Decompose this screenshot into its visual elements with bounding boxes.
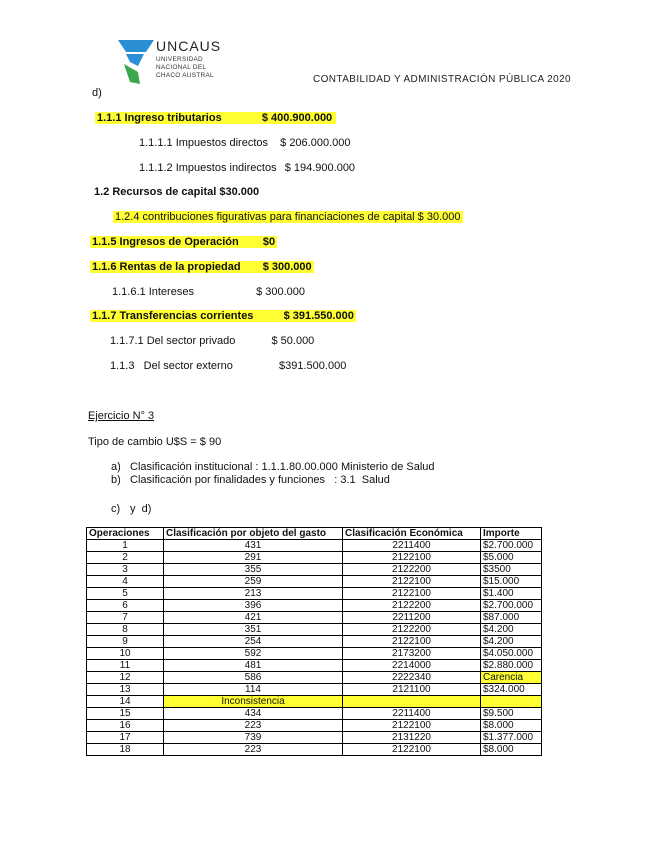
table-row xyxy=(87,612,542,624)
cell-clasificacion-economica: 2122200 xyxy=(343,564,481,576)
cell-clasificacion-economica: 2211400 xyxy=(343,540,481,552)
item-b-marker: b) xyxy=(111,474,121,486)
table-row xyxy=(87,672,542,684)
cell-objeto-gasto: 739 xyxy=(164,732,343,744)
cell-operacion: 16 xyxy=(87,720,164,732)
cell-clasificacion-economica: 2122100 xyxy=(343,744,481,756)
cell-importe xyxy=(481,696,542,708)
tipo-cambio: Tipo de cambio U$S = $ 90 xyxy=(88,436,222,448)
cell-objeto-gasto: 396 xyxy=(164,600,343,612)
cell-importe: $1.377.000 xyxy=(481,732,542,744)
cell-operacion: 13 xyxy=(87,684,164,696)
cell-objeto-gasto: 434 xyxy=(164,708,343,720)
cell-importe: $5.000 xyxy=(481,552,542,564)
cell-operacion: 12 xyxy=(87,672,164,684)
table-row xyxy=(87,732,542,744)
cell-objeto-gasto: 481 xyxy=(164,660,343,672)
cell-objeto-gasto: 355 xyxy=(164,564,343,576)
cell-operacion: 15 xyxy=(87,708,164,720)
cell-operacion: 9 xyxy=(87,636,164,648)
cell-importe: $2.700.000 xyxy=(481,600,542,612)
cell-objeto-gasto: 421 xyxy=(164,612,343,624)
uncaus-emblem-icon xyxy=(116,38,156,86)
table-row xyxy=(87,576,542,588)
cell-importe: Carencia xyxy=(481,672,542,684)
course-title: CONTABILIDAD Y ADMINISTRACIÓN PÚBLICA 2020 xyxy=(313,74,571,85)
cell-clasificacion-economica: 2122100 xyxy=(343,720,481,732)
cell-operacion: 6 xyxy=(87,600,164,612)
table-row xyxy=(87,720,542,732)
cell-operacion: 18 xyxy=(87,744,164,756)
logo-name: UNCAUS xyxy=(156,38,222,54)
cell-objeto-gasto: 223 xyxy=(164,744,343,756)
ejercicio-title: Ejercicio N° 3 xyxy=(88,410,155,422)
table-header-row xyxy=(87,528,542,540)
line-recursos-capital: 1.2 Recursos de capital $30.000 xyxy=(94,186,260,198)
table-row xyxy=(87,684,542,696)
cell-objeto-gasto: 223 xyxy=(164,720,343,732)
uncaus-logo xyxy=(116,38,236,86)
line-ingresos-operacion: 1.1.5 Ingresos de Operación $0 xyxy=(92,236,276,248)
logo-line-3: CHACO AUSTRAL xyxy=(156,72,214,79)
cell-objeto-gasto: 586 xyxy=(164,672,343,684)
cell-importe: $324.000 xyxy=(481,684,542,696)
section-d-label: d) xyxy=(92,87,102,99)
line-rentas-propiedad: 1.1.6 Rentas de la propiedad $ 300.000 xyxy=(92,261,312,273)
header-operaciones: Operaciones xyxy=(87,528,164,540)
item-a-marker: a) xyxy=(111,461,121,473)
cell-operacion: 14 xyxy=(87,696,164,708)
cell-operacion: 4 xyxy=(87,576,164,588)
cell-objeto-gasto: 213 xyxy=(164,588,343,600)
cell-operacion: 1 xyxy=(87,540,164,552)
table-row xyxy=(87,600,542,612)
cell-objeto-gasto: 431 xyxy=(164,540,343,552)
item-b-text: Clasificación por finalidades y funciones : 3.1 Salud xyxy=(130,474,390,486)
cell-clasificacion-economica: 2121100 xyxy=(343,684,481,696)
operations-table xyxy=(86,527,542,756)
line-ingreso-tributarios xyxy=(95,112,336,124)
cell-importe: $2.880.000 xyxy=(481,660,542,672)
cell-clasificacion-economica: 2122200 xyxy=(343,624,481,636)
line-code: 1.1.1 Ingreso tributarios xyxy=(97,112,222,124)
cell-importe: $87.000 xyxy=(481,612,542,624)
table-row xyxy=(87,636,542,648)
cell-clasificacion-economica: 2122100 xyxy=(343,636,481,648)
cell-clasificacion-economica: 2173200 xyxy=(343,648,481,660)
line-transferencias-corrientes: 1.1.7 Transferencias corrientes $ 391.550.000 xyxy=(92,310,354,322)
cell-clasificacion-economica: 2211400 xyxy=(343,708,481,720)
cell-importe: $3500 xyxy=(481,564,542,576)
logo-line-2: NACIONAL DEL xyxy=(156,64,207,71)
table-row xyxy=(87,564,542,576)
table-row xyxy=(87,552,542,564)
cell-clasificacion-economica: 2214000 xyxy=(343,660,481,672)
logo-line-1: UNIVERSIDAD xyxy=(156,56,203,63)
cell-objeto-gasto: 114 xyxy=(164,684,343,696)
table-row xyxy=(87,708,542,720)
line-impuestos-indirectos: 1.1.1.2 Impuestos indirectos $ 194.900.000 xyxy=(139,162,356,174)
cell-importe: $4.200 xyxy=(481,636,542,648)
line-intereses: 1.1.6.1 Intereses $ 300.000 xyxy=(112,286,306,298)
table-row xyxy=(87,624,542,636)
cell-operacion: 2 xyxy=(87,552,164,564)
item-c-marker: c) xyxy=(111,503,121,515)
cell-objeto-gasto: 351 xyxy=(164,624,343,636)
cell-operacion: 11 xyxy=(87,660,164,672)
cell-importe: $4.200 xyxy=(481,624,542,636)
table-row xyxy=(87,744,542,756)
item-a-text: Clasificación institucional : 1.1.1.80.00.000 Ministerio de Salud xyxy=(130,461,435,473)
cell-objeto-gasto: Inconsistencia xyxy=(164,696,343,708)
line-sector-privado: 1.1.7.1 Del sector privado $ 50.000 xyxy=(110,335,315,347)
line-contribuciones-figurativas: 1.2.4 contribuciones figurativas para financiaciones de capital $ 30.000 xyxy=(115,211,461,223)
cell-clasificacion-economica: 2122200 xyxy=(343,600,481,612)
cell-importe: $15.000 xyxy=(481,576,542,588)
table-row xyxy=(87,648,542,660)
table-row xyxy=(87,588,542,600)
item-c-text: y d) xyxy=(130,503,152,515)
line-amount: $ 400.900.000 xyxy=(261,112,333,124)
cell-objeto-gasto: 259 xyxy=(164,576,343,588)
header-clasificacion-economica: Clasificación Económica xyxy=(343,528,481,540)
cell-clasificacion-economica: 2122100 xyxy=(343,576,481,588)
cell-objeto-gasto: 254 xyxy=(164,636,343,648)
table-row xyxy=(87,660,542,672)
cell-operacion: 7 xyxy=(87,612,164,624)
cell-importe: $1.400 xyxy=(481,588,542,600)
cell-operacion: 17 xyxy=(87,732,164,744)
cell-objeto-gasto: 592 xyxy=(164,648,343,660)
cell-operacion: 5 xyxy=(87,588,164,600)
table-row xyxy=(87,696,542,708)
cell-objeto-gasto: 291 xyxy=(164,552,343,564)
cell-importe: $4.050.000 xyxy=(481,648,542,660)
cell-operacion: 10 xyxy=(87,648,164,660)
cell-clasificacion-economica: 2222340 xyxy=(343,672,481,684)
cell-clasificacion-economica xyxy=(343,696,481,708)
line-sector-externo: 1.1.3 Del sector externo $391.500.000 xyxy=(110,360,347,372)
cell-clasificacion-economica: 2122100 xyxy=(343,588,481,600)
table-row xyxy=(87,540,542,552)
cell-importe: $9.500 xyxy=(481,708,542,720)
cell-importe: $2.700.000 xyxy=(481,540,542,552)
cell-importe: $8.000 xyxy=(481,744,542,756)
line-impuestos-directos: 1.1.1.1 Impuestos directos $ 206.000.000 xyxy=(139,137,351,149)
cell-clasificacion-economica: 2122100 xyxy=(343,552,481,564)
cell-clasificacion-economica: 2211200 xyxy=(343,612,481,624)
cell-importe: $8.000 xyxy=(481,720,542,732)
cell-operacion: 3 xyxy=(87,564,164,576)
header-objeto-gasto: Clasificación por objeto del gasto xyxy=(164,528,343,540)
cell-clasificacion-economica: 2131220 xyxy=(343,732,481,744)
cell-operacion: 8 xyxy=(87,624,164,636)
header-importe: Importe xyxy=(481,528,542,540)
